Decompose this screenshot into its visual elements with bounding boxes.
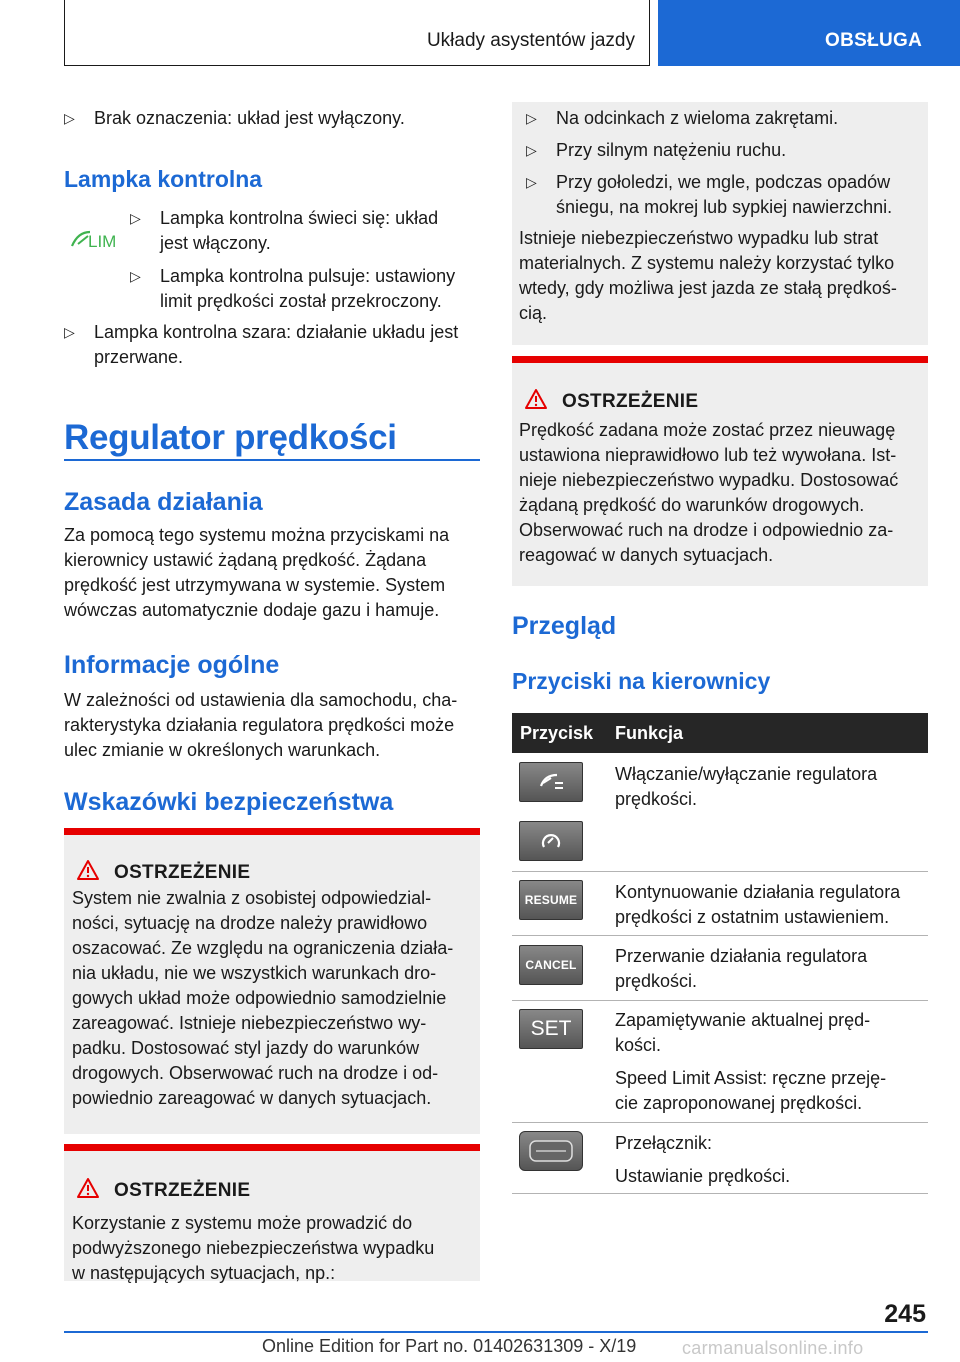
risk-bullet: ▷ Przy silnym natężeniu ruchu. — [526, 138, 926, 163]
set-button-image: SET — [519, 1009, 583, 1049]
cancel-button-image: CANCEL — [519, 945, 583, 985]
resume-button-image: RESUME — [519, 880, 583, 920]
triangle-bullet-icon: ▷ — [130, 210, 141, 226]
header-section-title: Układy asystentów jazdy — [426, 30, 635, 51]
warning-text: System nie zwalnia z osobistej odpowiedzial- ności, sytuację na drodze należy prawidłowo oszacować. Ze względu na ograniczenia działa- nia układu, nie we wszystkich warunkach dro- gowych układ może odpowiednio samodzielnie zareagować. Istnieje niebezpieczeństwo wy- padku. Dostosować styl jazdy do warunków drogowych. Obserwować ruch na drodze i od- powiednio zareagować w danych sytuacjach. — [72, 888, 454, 1108]
table-row-divider — [512, 871, 928, 872]
table-row-divider — [512, 1193, 928, 1194]
info-heading: Informacje ogólne — [64, 651, 280, 679]
warning-continuation-box — [512, 102, 928, 345]
page-number: 245 — [884, 1300, 926, 1328]
rocker-switch-icon — [519, 1131, 583, 1171]
triangle-bullet-icon: ▷ — [526, 110, 537, 126]
lamp-bullet-gray: ▷ Lampka kontrolna szara: działanie układu jest przerwane. — [64, 322, 459, 367]
safety-heading: Wskazówki bezpieczeństwa — [64, 788, 394, 816]
risk-text: Istnieje niebezpieczeństwo wypadku lub strat materialnych. Z systemu należy korzystać tylko wtedy, gdy możliwa jest jazda ze stałą prędkoś- cią. — [519, 228, 897, 323]
lim-indicator-icon: LIM — [68, 224, 124, 254]
table-header — [512, 713, 928, 753]
table-row: Włączanie/wyłączanie regulatora prędkości. — [615, 764, 878, 809]
triangle-bullet-icon: ▷ — [64, 110, 75, 126]
footer-rule — [64, 1331, 928, 1333]
warning-box-3 — [512, 356, 928, 586]
header-chapter-title: OBSŁUGA — [825, 30, 923, 51]
risk-bullet: ▷ Przy gołoledzi, we mgle, podczas opadów śniegu, na mokrej lub sypkiej nawierzchni. — [526, 172, 893, 217]
lamp-heading: Lampka kontrolna — [64, 166, 263, 192]
main-heading-rule — [64, 459, 480, 461]
table-header-function: Funkcja — [615, 723, 684, 743]
zasada-heading: Zasada działania — [64, 488, 263, 516]
warning-text: Prędkość zadana może zostać przez nieuwagę ustawiona nieprawidłowo lub też wywołana. Ist- nieje niebezpieczeństwo wypadku. Dostosować żądaną prędkość do warunków drogowych. Obserwować ruch na drodze i odpowiednio za- reagować w danych sytuacjach. — [519, 420, 899, 565]
risk-bullet: ▷ Na odcinkach z wieloma zakrętami. — [526, 106, 926, 131]
warning-box-2 — [64, 1144, 480, 1281]
table-row: Zapamiętywanie aktualnej pręd- kości. Speed Limit Assist: ręczne przeję- cie zaproponowanej prędkości. — [615, 1010, 887, 1113]
warning-triangle-icon — [76, 1177, 100, 1199]
table-row: Przerwanie działania regulatora prędkości. — [615, 946, 868, 991]
warning-triangle-icon — [76, 859, 100, 881]
zasada-text: Za pomocą tego systemu można przyciskami na kierownicy ustawić żądaną prędkość. Żądana prędkość jest utrzymywana w systemie. System wówczas automatycznie dodaje gazu i hamuje. — [64, 525, 450, 620]
table-row: Kontynuowanie działania regulatora prędkości z ostatnim ustawieniem. — [615, 882, 901, 927]
triangle-bullet-icon: ▷ — [64, 324, 75, 340]
header-section-box — [64, 0, 650, 66]
overview-heading: Przegląd — [512, 612, 617, 640]
warning-text: Korzystanie z systemu może prowadzić do podwyższonego niebezpieczeństwa wypadku w następujących sytuacjach, np.: — [72, 1213, 435, 1283]
table-row-divider — [512, 1122, 928, 1123]
triangle-bullet-icon: ▷ — [526, 174, 537, 190]
table-row-divider — [512, 935, 928, 936]
cruise-control-on-off-icon — [519, 762, 583, 802]
main-heading: Regulator prędkości — [64, 418, 397, 457]
header-chapter-box — [658, 0, 960, 66]
cruise-control-icon — [519, 821, 583, 861]
warning-title: OSTRZEŻENIE — [562, 391, 699, 412]
bullet-no-indicator: ▷ Brak oznaczenia: układ jest wyłączony. — [64, 106, 484, 131]
warning-title: OSTRZEŻENIE — [114, 862, 251, 883]
footer-edition: Online Edition for Part no. 01402631309 - X/19 — [262, 1336, 637, 1356]
table-row: Przełącznik: Ustawianie prędkości. — [615, 1133, 791, 1186]
lamp-bullet-pulse: ▷ Lampka kontrolna pulsuje: ustawiony limit prędkości został przekroczony. — [130, 266, 456, 311]
triangle-bullet-icon: ▷ — [130, 268, 141, 284]
table-header-button: Przycisk — [520, 723, 594, 743]
warning-triangle-icon — [524, 388, 548, 410]
warning-title: OSTRZEŻENIE — [114, 1180, 251, 1201]
watermark: carmanualsonline.info — [682, 1338, 864, 1358]
triangle-bullet-icon: ▷ — [526, 142, 537, 158]
warning-box-1 — [64, 828, 480, 1134]
info-text: W zależności od ustawienia dla samochodu, cha- rakterystyka działania regulatora prędkości może ulec zmianie w określonych warunkach. — [64, 690, 458, 760]
lamp-bullet-on: ▷ Lampka kontrolna świeci się: układ jest włączony. — [130, 208, 439, 253]
buttons-table — [512, 713, 928, 1186]
buttons-heading: Przyciski na kierownicy — [512, 668, 771, 694]
table-row-divider — [512, 1000, 928, 1001]
